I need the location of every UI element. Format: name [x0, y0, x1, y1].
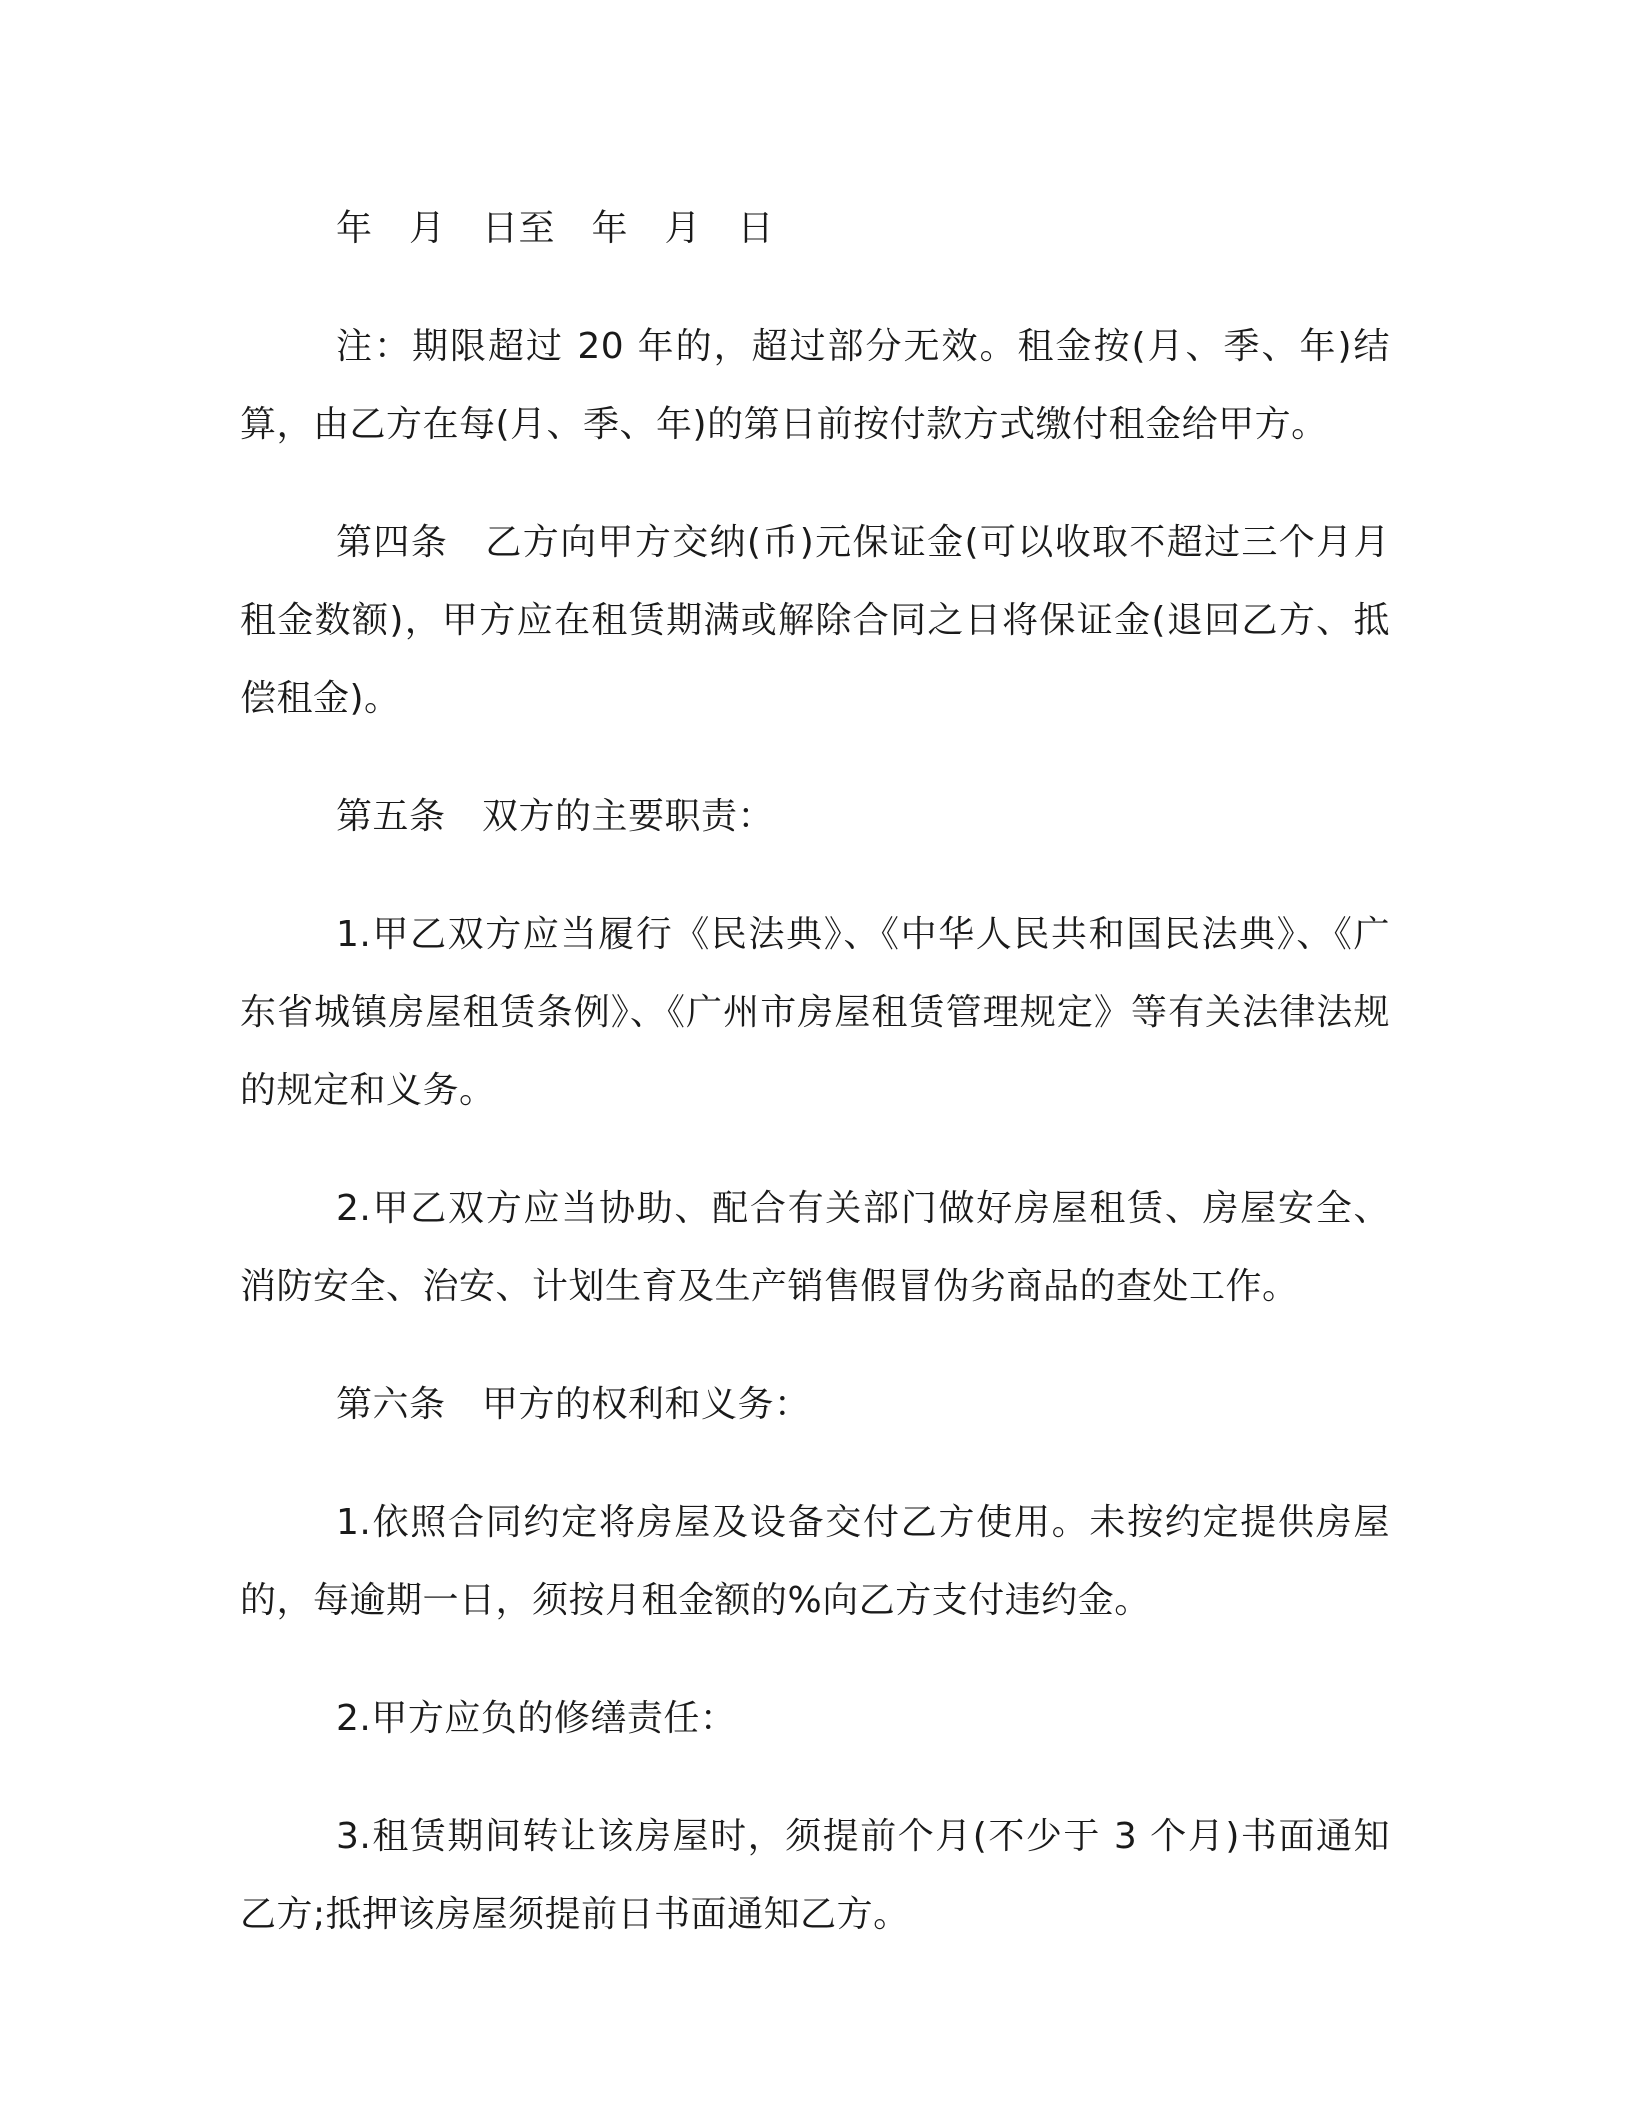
article-5-heading: 第五条 双方的主要职责： [336, 796, 775, 837]
article-6-item-1: 1.依照合同约定将房屋及设备交付乙方使用。未按约定提供房屋的，每逾期一日，须按月租金额的%向乙方支付违约金。 [240, 1502, 1390, 1621]
article-4-deposit: 第四条 乙方向甲方交纳(币)元保证金(可以收取不超过三个月月租金数额)，甲方应在租赁期满或解除合同之日将保证金(退回乙方、抵偿租金)。 [240, 522, 1390, 719]
document-page [240, 190, 1390, 1994]
article-6-heading: 第六条 甲方的权利和义务： [336, 1384, 811, 1425]
article-6-item-3: 3.租赁期间转让该房屋时，须提前个月(不少于 3 个月)书面通知乙方;抵押该房屋须提前日书面通知乙方。 [240, 1816, 1390, 1935]
article-5-item-1: 1.甲乙双方应当履行《民法典》、《中华人民共和国民法典》、《广东省城镇房屋租赁条例》、《广州市房屋租赁管理规定》等有关法律法规的规定和义务。 [240, 914, 1390, 1111]
article-6-item-2: 2.甲方应负的修缮责任： [336, 1698, 737, 1739]
article-5-item-2: 2.甲乙双方应当协助、配合有关部门做好房屋租赁、房屋安全、消防安全、治安、计划生育及生产销售假冒伪劣商品的查处工作。 [240, 1188, 1390, 1307]
term-date-range: 年 月 日至 年 月 日 [336, 208, 775, 249]
term-note-paragraph: 注：期限超过 20 年的，超过部分无效。租金按(月、季、年)结算，由乙方在每(月、季、年)的第日前按付款方式缴付租金给甲方。 [240, 326, 1390, 445]
